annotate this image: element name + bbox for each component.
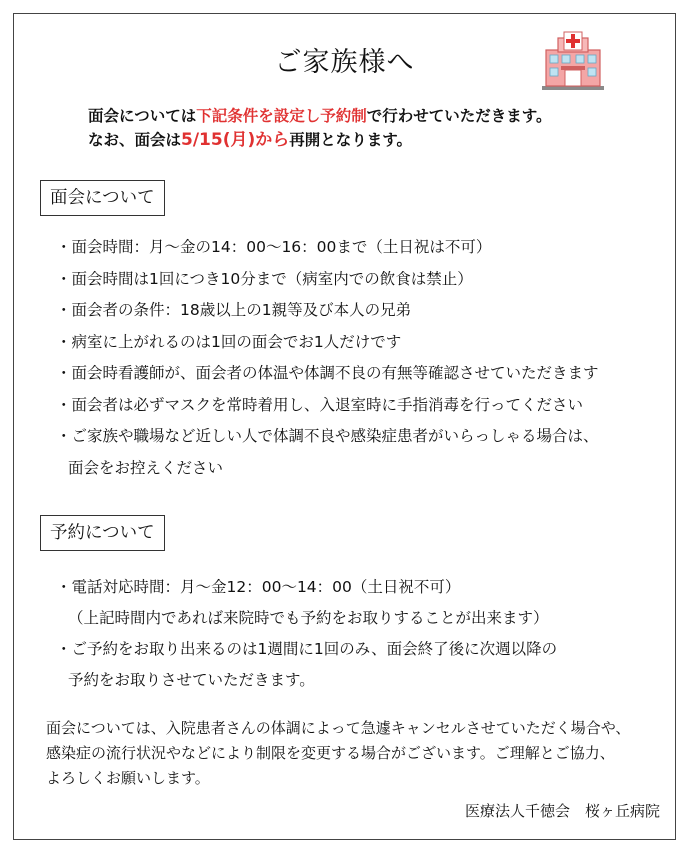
footer-line-3: よろしくお願いします。: [46, 769, 210, 787]
list-item: ・電話対応時間：月～金12：00～14：00（土日祝不可）: [56, 578, 461, 596]
list-item-continuation: 面会をお控えください: [68, 458, 224, 477]
list-item: ・ご家族や職場など近しい人で体調不良や感染症患者がいらっしゃる場合は、: [56, 427, 599, 445]
footer-note: [46, 716, 630, 791]
intro-line1-text-end: で行わせていただきます。: [366, 107, 552, 125]
intro-line-1: [88, 104, 551, 128]
list-item: ・面会時間：月～金の14：00～16：00まで（土日祝は不可）: [56, 238, 492, 256]
intro-line1-highlight: 下記条件を設定し予約制: [196, 107, 367, 125]
list-item: ・面会者の条件：18歳以上の1親等及び本人の兄弟: [56, 301, 412, 319]
intro-line2-highlight: 5/15(月)から: [181, 130, 290, 150]
section-header-visit: 面会について: [40, 180, 165, 216]
list-item: ・面会者は必ずマスクを常時着用し、入退室時に手指消毒を行ってください: [56, 395, 584, 414]
page-title: ご家族様へ: [274, 47, 415, 78]
list-item: ・面会時看護師が、面会者の体温や体調不良の有無等確認させていただきます: [56, 364, 599, 382]
section-header-reservation: 予約について: [40, 515, 165, 551]
footer-line-2: 感染症の流行状況やなどにより制限を変更する場合がございます。ご理解とご協力、: [46, 744, 615, 762]
hospital-building-icon: [540, 30, 606, 92]
intro-text: [88, 104, 551, 152]
intro-line-2: [88, 128, 551, 152]
list-item-continuation: 予約をお取りさせていただきます。: [68, 671, 315, 689]
hospital-signature: 医療法人千徳会 桜ヶ丘病院: [464, 802, 660, 820]
footer-line-1: 面会については、入院患者さんの体調によって急遽キャンセルさせていただく場合や、: [46, 719, 631, 737]
list-item-note: （上記時間内であれば来院時でも予約をお取りすることが出来ます）: [68, 609, 549, 627]
list-item: ・面会時間は1回につき10分まで（病室内での飲食は禁止）: [56, 269, 473, 288]
list-item: ・病室に上がれるのは1回の面会でお1人だけです: [56, 332, 402, 351]
reservation-list: [56, 572, 557, 696]
visit-conditions-list: [56, 232, 599, 484]
intro-line2-text-end: 再開となります。: [289, 131, 413, 149]
intro-line2-text: なお、面会は: [88, 131, 182, 149]
list-item: ・ご予約をお取り出来るのは1週間に1回のみ、面会終了後に次週以降の: [56, 640, 558, 658]
intro-line1-text: 面会については: [88, 107, 197, 125]
